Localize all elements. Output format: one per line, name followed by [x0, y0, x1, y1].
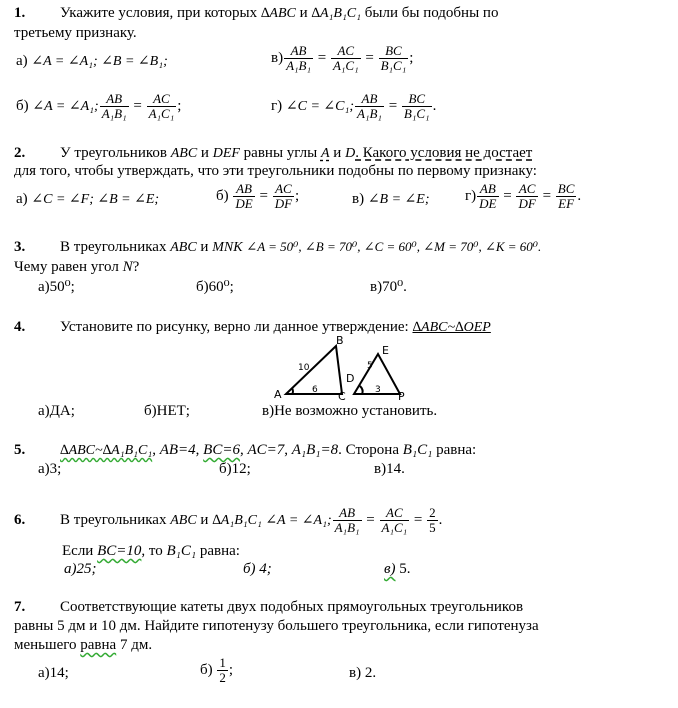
label-side-6: 6	[312, 385, 318, 395]
q1-option-g-label: г)	[271, 97, 283, 114]
q7-line3-text-a: меньшего	[14, 637, 81, 653]
q2-text-a: У треугольников	[60, 145, 171, 161]
q1-option-b[interactable]: б) ∠A = ∠A₁; $\frac{AB}{\text{A₁B₁}}$ = $\frac{AC}{\text{A₁C₁}}$ ;	[16, 91, 182, 121]
q1-text-a: Укажите условия, при которых	[60, 5, 261, 21]
q1-math-1: ∆ABC	[260, 6, 296, 21]
q2-math-4: D	[345, 146, 356, 161]
q4-option-b[interactable]: б)НЕТ;	[144, 403, 190, 419]
q5-text-b: . Сторона	[338, 442, 403, 458]
q6-number: 6.	[14, 511, 26, 528]
q2-option-a[interactable]	[16, 190, 159, 209]
q7-option-b-frac: $\frac{1}{2}$	[219, 655, 226, 685]
q7-option-a[interactable]: а)14;	[38, 665, 69, 681]
q3-line2-text-a: Чему равен угол	[14, 259, 123, 275]
q2-text-c: равны углы	[239, 145, 321, 161]
q5-text-a: ,	[152, 442, 160, 458]
q1-option-a-math: ∠A = ∠A₁; ∠B = ∠B₁;	[31, 54, 168, 69]
q5-sep-1: ,	[195, 442, 204, 458]
q7-line3-text-b: равна	[80, 637, 117, 653]
q5-ac: AC=7	[247, 442, 285, 458]
q6-line2-text-b: , то	[141, 543, 167, 559]
q5-ab: AB=4	[159, 442, 196, 458]
q5-sep-3: ,	[284, 442, 292, 458]
q7-option-b-label: б)	[200, 661, 213, 678]
q2-option-v[interactable]	[352, 190, 430, 209]
q3-option-v[interactable]: в)70⁰.	[370, 279, 407, 295]
q1-option-v[interactable]: в) $\frac{AB}{\text{A₁B₁}}$ = $\frac{AC}{\text{A₁C₁}}$ = $\frac{BC}{\text{B₁C₁}}$ ;	[271, 43, 414, 73]
q1-line1	[14, 4, 498, 23]
q1-option-g[interactable]: г) ∠C = ∠C₁; $\frac{AB}{\text{A₁B₁}}$ = $\frac{BC}{\text{B₁C₁}}$ .	[271, 91, 437, 121]
q5-sep-2: ,	[239, 442, 248, 458]
q1-line2: третьему признаку.	[14, 25, 137, 41]
q5-bc: BC=6	[203, 442, 240, 458]
q2-option-b-frac2: $\frac{AC}{DF}$	[274, 181, 293, 211]
q1-option-b-frac2: $\frac{AC}{\text{A₁C₁}}$	[148, 91, 175, 121]
q3-option-b[interactable]: б)60⁰;	[196, 279, 234, 295]
q3-text-a: В треугольниках	[60, 239, 171, 255]
q5-text-c: равна:	[432, 442, 477, 458]
q1-option-g-frac2: $\frac{BC}{\text{B₁C₁}}$	[403, 91, 430, 121]
q1-option-b-frac1: $\frac{AB}{\text{A₁B₁}}$	[101, 91, 127, 121]
q3-math-3: ∠A = 50⁰, ∠B = 70⁰, ∠C = 60⁰, ∠M = 70⁰, ∠K = 60⁰.	[246, 239, 542, 254]
q5-option-v[interactable]: в)14.	[374, 461, 405, 477]
q7-text-line1: Соответствующие катеты двух подобных прямоугольных треугольников	[60, 599, 524, 615]
q6-math-1: ABC	[170, 512, 197, 528]
q1-option-a-label: а)	[16, 53, 28, 69]
label-e: E	[382, 344, 389, 357]
q1-option-v-frac3: $\frac{BC}{\text{B₁C₁}}$	[380, 43, 407, 73]
q6-math-4: BC=10	[97, 543, 142, 559]
q6-frac3: $\frac{2}{5}$	[429, 505, 436, 535]
label-side-5: 5	[367, 361, 373, 371]
q4-option-a[interactable]: а)ДА;	[38, 403, 75, 419]
q7-line3	[14, 636, 152, 654]
q6-frac1: $\frac{AB}{\text{A₁B₁}}$	[334, 505, 360, 535]
q5-option-a[interactable]: а)3;	[38, 461, 62, 477]
q2-number: 2.	[14, 145, 26, 161]
q5-math-1: ∆ABC~∆A₁B₁C₁	[60, 443, 153, 458]
q2-option-v-math: ∠B = ∠E;	[367, 192, 430, 207]
angle-a-mark	[292, 388, 293, 394]
q7-line3-text-c: 7 дм.	[116, 637, 153, 653]
q7-option-v[interactable]: в) 2.	[349, 665, 377, 681]
q6-line2	[62, 542, 240, 560]
q4-math-1: ∆ABC~∆OEP	[412, 320, 491, 335]
q6-text-b: и	[196, 511, 213, 528]
q5-line1	[14, 441, 476, 460]
q2-text-e: . Какого условия не достает	[355, 145, 533, 161]
q4-triangles-figure	[270, 332, 420, 400]
label-d: D	[346, 372, 355, 385]
q7-line1	[14, 598, 523, 616]
q6-option-a[interactable]: а)25;	[64, 561, 97, 577]
label-p: P	[398, 390, 405, 400]
q6-option-v-value: 5.	[395, 561, 411, 577]
q6-option-v[interactable]	[384, 560, 411, 578]
q3-option-a[interactable]: а)50⁰;	[38, 279, 75, 295]
q2-option-v-label: в)	[352, 191, 365, 207]
q5-a1b1: A₁B₁=8	[291, 442, 339, 458]
q2-line1	[14, 144, 532, 163]
angle-d-mark	[360, 386, 363, 394]
q3-text-b: и	[196, 239, 213, 255]
q2-option-g-label: г)	[465, 187, 477, 204]
q3-number: 3.	[14, 239, 26, 255]
q6-option-b[interactable]: б) 4;	[243, 561, 272, 577]
q3-math-4: N	[122, 259, 133, 275]
q3-line2-text-b: ?	[132, 259, 140, 275]
q1-option-v-label: в)	[271, 49, 284, 66]
label-a: A	[274, 388, 282, 400]
q1-option-g-math: ∠C = ∠C₁;	[285, 98, 355, 114]
label-c: C	[338, 390, 346, 400]
q1-option-a[interactable]	[16, 52, 168, 71]
label-side-3: 3	[375, 385, 381, 395]
q2-text-b: и	[197, 145, 213, 161]
q2-option-g-frac3: $\frac{BC}{EF}$	[557, 181, 575, 211]
q2-math-2: DEF	[212, 146, 240, 161]
q2-option-g[interactable]: г) $\frac{AB}{DE}$ = $\frac{AC}{DF}$ = $\frac{BC}{EF}$ .	[465, 181, 582, 211]
q1-text-b: и	[295, 5, 312, 21]
label-b: B	[336, 334, 344, 347]
q2-line2: для того, чтобы утверждать, что эти треугольники подобны по первому признаку:	[14, 163, 537, 179]
q6-option-v-label: в)	[384, 561, 396, 577]
q5-number: 5.	[14, 442, 26, 458]
q2-math-3: A	[320, 146, 330, 161]
q7-number: 7.	[14, 599, 26, 615]
q2-option-b-frac1: $\frac{AB}{DE}$	[235, 181, 253, 211]
q2-text-d: и	[329, 145, 346, 161]
q7-option-b[interactable]	[200, 656, 233, 685]
q7-option-b-tail: ;	[228, 661, 234, 678]
q4-text-a: Установите по рисунку, верно ли данное утверждение:	[60, 319, 413, 335]
q3-math-2: MNK	[212, 240, 243, 255]
q2-option-b[interactable]: б) $\frac{AB}{DE}$ = $\frac{AC}{DF}$ ;	[216, 181, 300, 211]
q4-number: 4.	[14, 319, 26, 335]
q1-option-v-frac1: $\frac{AB}{\text{A₁B₁}}$	[286, 43, 311, 73]
q1-option-b-math: ∠A = ∠A₁;	[32, 98, 99, 114]
q2-option-b-label: б)	[216, 187, 229, 204]
q1-number: 1.	[14, 5, 26, 21]
q1-option-v-frac2: $\frac{AC}{\text{A₁C₁}}$	[332, 43, 359, 73]
q6-frac2: $\frac{AC}{\text{A₁C₁}}$	[381, 505, 408, 535]
q2-option-a-label: а)	[16, 191, 28, 207]
q6-line2-text-a: Если	[62, 543, 98, 559]
q6-math-3: ∠A = ∠A₁;	[261, 512, 332, 528]
q2-option-a-math: ∠C = ∠F; ∠B = ∠E;	[31, 192, 160, 207]
q3-line2	[14, 258, 139, 276]
q4-option-v[interactable]: в)Не возможно установить.	[262, 403, 438, 419]
q1-text-c: были бы подобны по	[361, 5, 499, 21]
q6-line1: 6. В треугольниках ABC и ∆A₁B₁C₁ ∠A = ∠A₁; $\frac{AB}{\text{A₁B₁}}$ = $\frac{AC}{\text{A₁C₁}}$ = $\frac{2}{5}$ .	[14, 505, 443, 535]
q1-option-g-frac1: $\frac{AB}{\text{A₁B₁}}$	[357, 91, 382, 121]
q6-text-a: В треугольниках	[60, 511, 171, 528]
q3-line1	[14, 238, 541, 257]
label-side-10: 10	[298, 363, 310, 373]
q6-math-2: ∆A₁B₁C₁	[212, 512, 262, 528]
q7-line2: равны 5 дм и 10 дм. Найдите гипотенузу большего треугольника, если гипотенуза	[14, 618, 539, 634]
q1-option-b-label: б)	[16, 97, 29, 114]
q3-math-1: ABC	[170, 240, 197, 255]
q2-option-g-frac2: $\frac{AC}{DF}$	[518, 181, 536, 211]
q5-math-2: B₁C₁	[402, 442, 433, 458]
q5-option-b[interactable]: б)12;	[219, 461, 251, 477]
q1-math-2: ∆A₁B₁C₁	[311, 6, 362, 21]
q6-line2-text-c: равна:	[196, 543, 240, 559]
q2-option-g-frac1: $\frac{AB}{DE}$	[479, 181, 497, 211]
q6-math-5: B₁C₁	[166, 543, 197, 559]
q2-math-1: ABC	[170, 146, 198, 161]
